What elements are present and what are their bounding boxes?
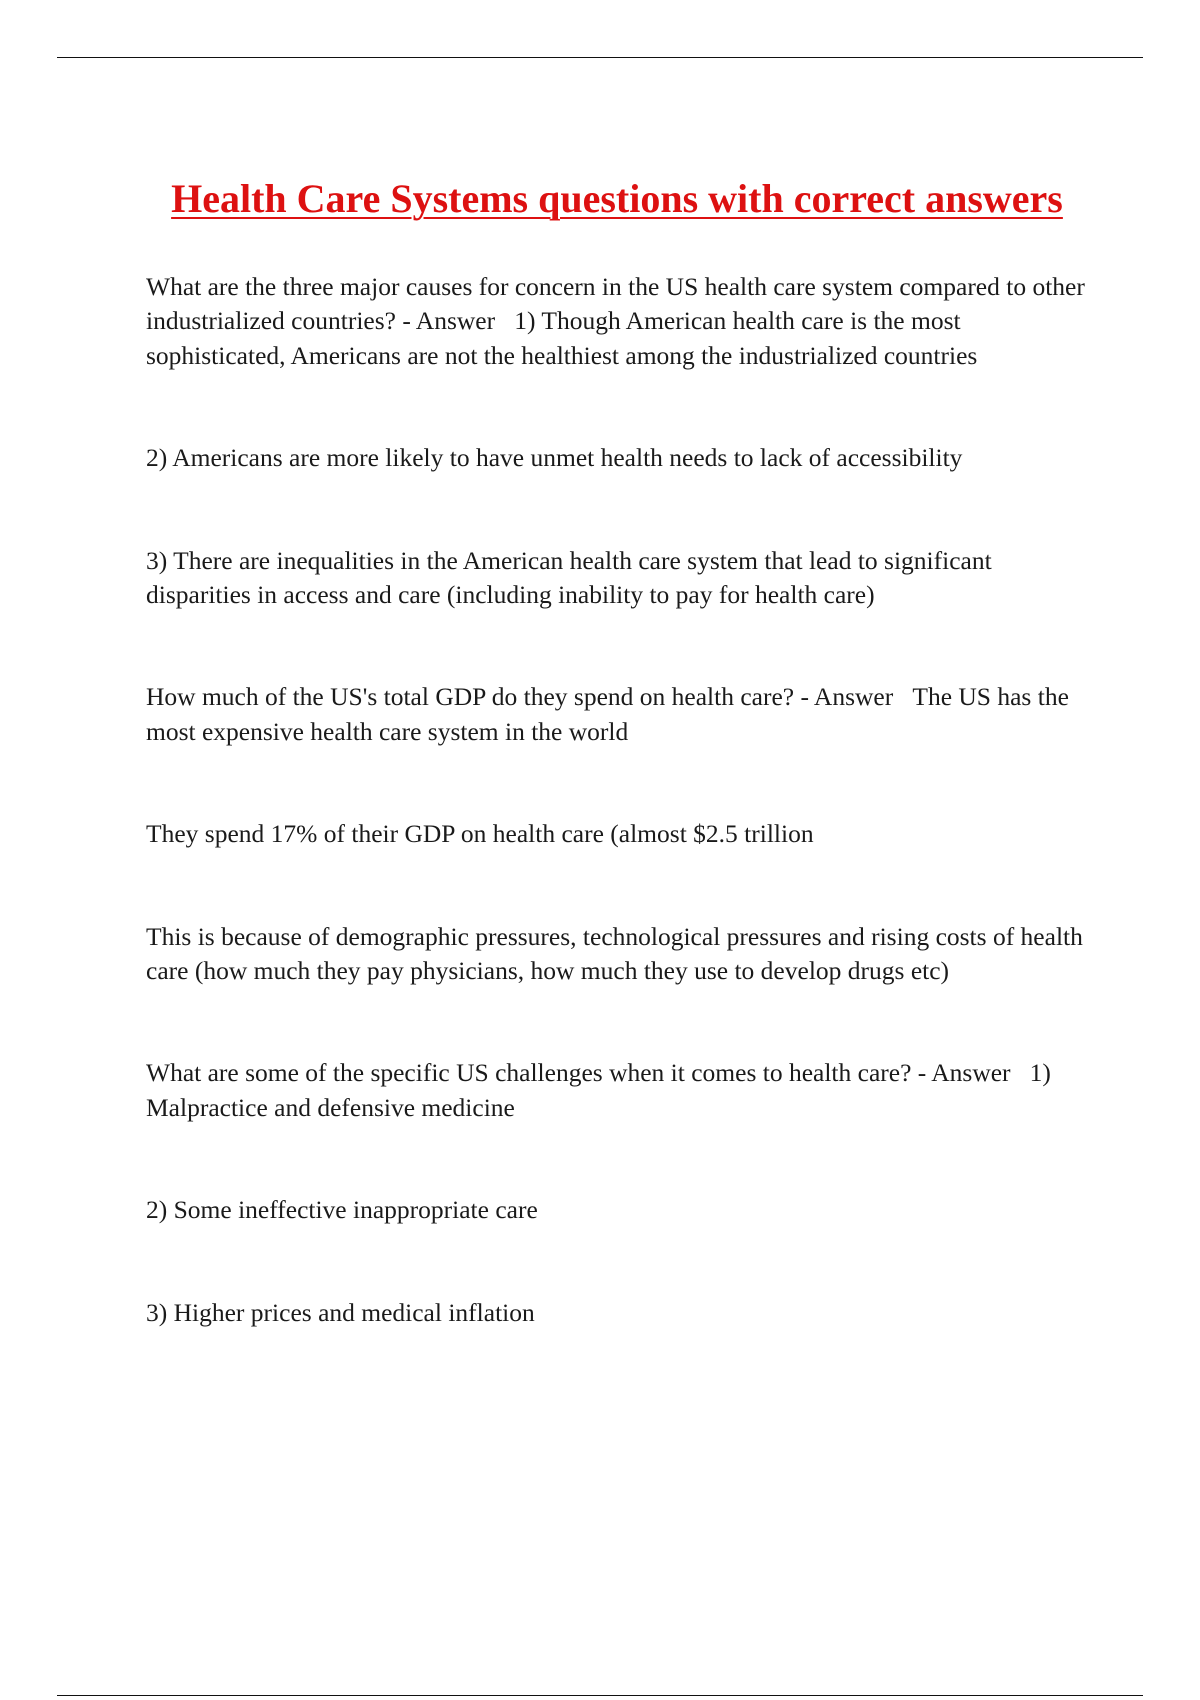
paragraph-q3-point-2: 2) Some ineffective inappropriate care bbox=[146, 1195, 538, 1225]
header-rule bbox=[57, 57, 1143, 58]
paragraph-q1: What are the three major causes for concern in the US health care system compared to other industrialized countries? - Answer 1) Though American health care is the most sophisticated, Americans are not the healthiest among the industrialized countries bbox=[146, 272, 1085, 370]
paragraph-q3-point-3: 3) Higher prices and medical inflation bbox=[146, 1297, 535, 1327]
paragraph-q1-point-3: 3) There are inequalities in the American health care system that lead to significant disparities in access and care (including inability to pay for health care) bbox=[146, 545, 992, 610]
paragraph-q2-detail-1: They spend 17% of their GDP on health care (almost $2.5 trillion bbox=[146, 819, 814, 849]
footer-rule bbox=[57, 1695, 1143, 1696]
document-title: Health Care Systems questions with correct answers bbox=[171, 175, 1063, 221]
document-body bbox=[146, 270, 1096, 1330]
paragraph-q2: How much of the US's total GDP do they spend on health care? - Answer The US has the most expensive health care system in the world bbox=[146, 682, 1069, 746]
paragraph-q1-point-2: 2) Americans are more likely to have unmet health needs to lack of accessibility bbox=[146, 443, 963, 473]
paragraph-q2-detail-2: This is because of demographic pressures, technological pressures and rising costs of health care (how much they pay physicians, how much they use to develop drugs etc) bbox=[146, 921, 1083, 986]
paragraph-q3: What are some of the specific US challenges when it comes to health care? - Answer 1) Malpractice and defensive medicine bbox=[146, 1058, 1051, 1122]
